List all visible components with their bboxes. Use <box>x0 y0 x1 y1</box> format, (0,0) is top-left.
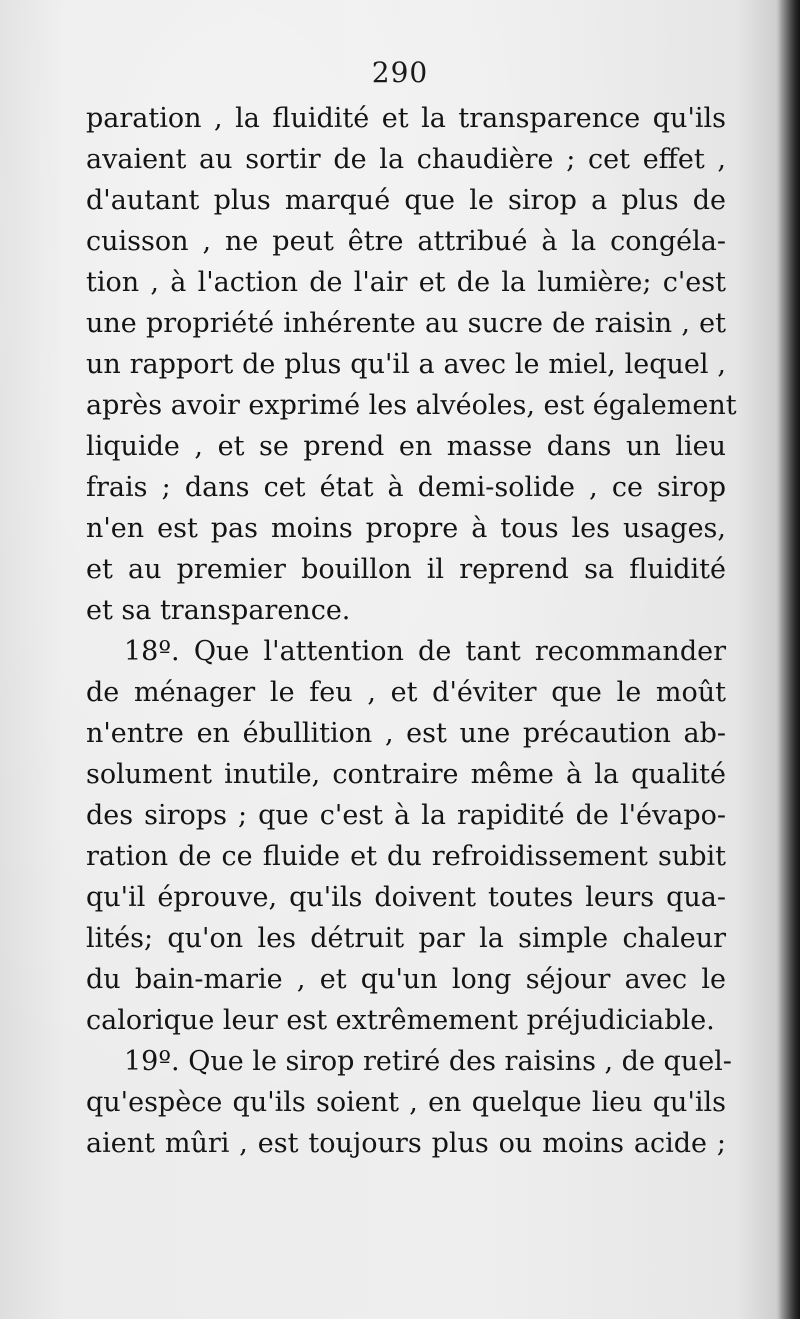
paragraph-19 <box>86 1041 732 1164</box>
text-line: n'en est pas moins propre à tous les usages, <box>86 513 726 544</box>
paragraph-continuation <box>86 98 737 631</box>
text-line: une propriété inhérente au sucre de raisin , et <box>86 308 726 339</box>
text-line: tion , à l'action de l'air et de la lumière; c'est <box>86 267 726 298</box>
text-line: après avoir exprimé les alvéoles, est également <box>86 390 737 421</box>
text-line: des sirops ; que c'est à la rapidité de l'évapo- <box>86 800 726 831</box>
text-line: un rapport de plus qu'il a avec le miel, lequel , <box>86 349 726 380</box>
text-line: solument inutile, contraire même à la qualité <box>86 759 726 790</box>
text-line: cuisson , ne peut être attribué à la congéla- <box>86 226 726 257</box>
text-line: avaient au sortir de la chaudière ; cet effet , <box>86 144 726 175</box>
paragraph-18 <box>86 631 726 1041</box>
text-line: aient mûri , est toujours plus ou moins acide ; <box>86 1128 726 1159</box>
text-line: paration , la fluidité et la transparence qu'ils <box>86 103 726 134</box>
text-line: de ménager le feu , et d'éviter que le moût <box>86 677 726 708</box>
text-line: frais ; dans cet état à demi-solide , ce sirop <box>86 472 726 503</box>
text-line: liquide , et se prend en masse dans un lieu <box>86 431 726 462</box>
text-line: ration de ce fluide et du refroidissement subit <box>86 841 726 872</box>
page-number: 290 <box>371 56 429 89</box>
text-line: n'entre en ébullition , est une précaution ab- <box>86 718 726 749</box>
text-line: du bain-marie , et qu'un long séjour avec le <box>86 964 726 995</box>
text-line: calorique leur est extrêmement préjudiciable. <box>86 1005 715 1036</box>
text-line: qu'espèce qu'ils soient , en quelque lieu qu'ils <box>86 1087 726 1118</box>
text-line: qu'il éprouve, qu'ils doivent toutes leurs qua- <box>86 882 726 913</box>
text-line: lités; qu'on les détruit par la simple chaleur <box>86 923 726 954</box>
body-text <box>86 98 737 1164</box>
text-line: et au premier bouillon il reprend sa fluidité <box>86 554 726 585</box>
text-line: d'autant plus marqué que le sirop a plus de <box>86 185 726 216</box>
text-line: et sa transparence. <box>86 595 351 626</box>
page-edge-shadow <box>778 0 800 1319</box>
text-line: 18º. Que l'attention de tant recommander <box>124 636 726 667</box>
text-line: 19º. Que le sirop retiré des raisins , de quel- <box>124 1046 732 1077</box>
